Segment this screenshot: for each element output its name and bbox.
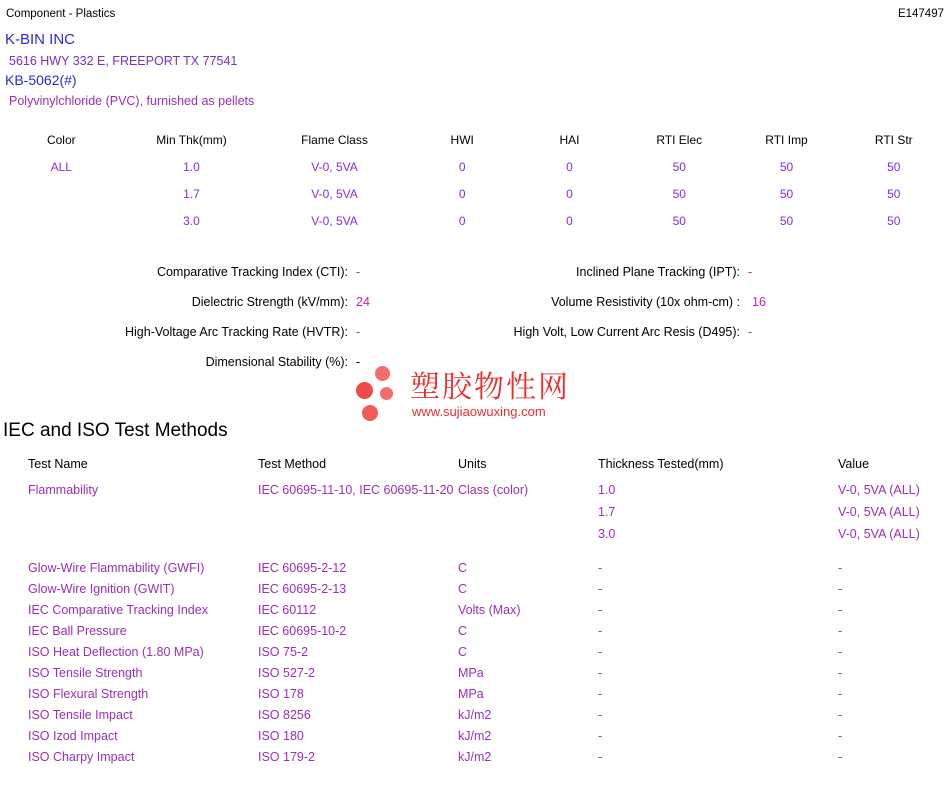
table-row [0, 582, 950, 603]
cti-label: Comparative Tracking Index (CTI): [156, 265, 348, 279]
hvtr-value: - [356, 325, 361, 339]
col-test-name: Test Name [28, 457, 88, 471]
cell-rti-str: 50 [887, 187, 901, 201]
table-row [0, 645, 950, 666]
cell-units [458, 527, 598, 561]
cell-thickness: - [598, 750, 603, 764]
cell-value: V-0, 5VA (ALL) [838, 527, 920, 541]
cell-units: Class (color) [458, 483, 529, 497]
section-title: IEC and ISO Test Methods [3, 420, 228, 441]
cell-rti-imp: 50 [779, 187, 794, 201]
property-row [0, 265, 950, 295]
cell-test-name: ISO Tensile Impact [28, 708, 133, 722]
cell-thickness: - [598, 708, 603, 722]
table-row [0, 708, 950, 729]
col-min-thk: Min Thk(mm) [156, 133, 227, 147]
cell-thickness: - [598, 687, 603, 701]
cell-flame-class: V-0, 5VA [311, 160, 358, 174]
cell-value: - [838, 750, 843, 764]
cell-color [0, 187, 123, 214]
company-name: K-BIN INC [5, 31, 76, 48]
dimensional-stability-label: Dimensional Stability (%): [205, 355, 348, 369]
cell-value: - [838, 666, 843, 680]
cell-min-thk: 3.0 [183, 214, 200, 228]
cell-thickness: - [598, 666, 603, 680]
material-code: KB-5062(#) [5, 72, 77, 88]
col-flame-class: Flame Class [301, 133, 368, 147]
cell-test-method [258, 527, 458, 561]
cell-test-method: ISO 179-2 [258, 750, 315, 764]
col-thickness: Thickness Tested(mm) [598, 457, 724, 471]
cti-value: - [356, 265, 361, 279]
cell-thickness: - [598, 603, 603, 617]
volume-resistivity-label: Volume Resistivity (10x ohm-cm) : [551, 295, 740, 309]
cell-rti-elec: 50 [672, 187, 686, 201]
cell-value: - [838, 561, 843, 575]
cell-units: kJ/m2 [458, 729, 492, 743]
cell-test-name: ISO Heat Deflection (1.80 MPa) [28, 645, 204, 659]
col-hai: HAI [559, 133, 580, 147]
cell-test-name: IEC Comparative Tracking Index [28, 603, 208, 617]
cell-hwi: 0 [458, 214, 466, 228]
cell-test-name: ISO Tensile Strength [28, 666, 143, 680]
cell-test-method [258, 505, 458, 527]
cell-test-name: Glow-Wire Ignition (GWIT) [28, 582, 175, 596]
cell-color [0, 214, 123, 241]
ipt-label: Inclined Plane Tracking (IPT): [576, 265, 740, 279]
ratings-header-row [0, 133, 950, 160]
cell-value: - [838, 729, 843, 743]
dimensional-stability-value: - [356, 355, 361, 369]
cell-value: - [838, 708, 843, 722]
d495-value: - [748, 325, 753, 339]
cell-value: - [838, 624, 843, 638]
cell-min-thk: 1.0 [183, 160, 200, 174]
cell-thickness: - [598, 624, 603, 638]
cell-units: C [458, 582, 468, 596]
cell-value: - [838, 687, 843, 701]
table-row [0, 729, 950, 750]
cell-hwi: 0 [458, 187, 466, 201]
table-row [0, 505, 950, 527]
table-row [0, 687, 950, 708]
iec-header-row [0, 457, 950, 483]
watermark-dot-icon [362, 405, 378, 421]
cell-units: C [458, 561, 468, 575]
cell-thickness: - [598, 645, 603, 659]
cell-test-method: ISO 178 [258, 687, 304, 701]
cell-value: - [838, 603, 843, 617]
col-units: Units [458, 457, 487, 471]
cell-test-method: IEC 60695-11-10, IEC 60695-11-20 [258, 483, 454, 497]
table-row [0, 160, 950, 187]
cell-test-name: ISO Flexural Strength [28, 687, 149, 701]
cell-hwi: 0 [458, 160, 466, 174]
dielectric-strength-value: 24 [356, 295, 370, 309]
col-value: Value [838, 457, 870, 471]
table-row [0, 666, 950, 687]
cell-units: kJ/m2 [458, 750, 492, 764]
col-hwi: HWI [450, 133, 474, 147]
cell-units: MPa [458, 687, 484, 701]
hvtr-label: High-Voltage Arc Tracking Rate (HVTR): [125, 325, 348, 339]
dielectric-strength-label: Dielectric Strength (kV/mm): [191, 295, 348, 309]
cell-rti-elec: 50 [672, 160, 686, 174]
property-row [0, 325, 950, 355]
col-rti-str: RTI Str [874, 133, 913, 147]
cell-thickness: - [598, 561, 603, 575]
table-row [0, 603, 950, 624]
d495-label: High Volt, Low Current Arc Resis (D495): [513, 325, 740, 339]
iec-iso-table [0, 457, 950, 771]
cell-units: C [458, 645, 468, 659]
cell-color: ALL [50, 160, 72, 174]
cell-test-method: IEC 60695-2-13 [258, 582, 347, 596]
cell-rti-str: 50 [887, 214, 901, 228]
cell-test-name [0, 527, 258, 561]
table-row [0, 187, 950, 214]
cell-test-name [0, 505, 258, 527]
cell-hai: 0 [566, 214, 573, 228]
cell-test-name: Glow-Wire Flammability (GWFI) [28, 561, 205, 575]
cell-thickness: 1.7 [598, 505, 616, 519]
cell-value: - [838, 582, 843, 596]
cell-units: kJ/m2 [458, 708, 492, 722]
cell-hai: 0 [566, 160, 573, 174]
header-file-number: E147497 [897, 8, 944, 20]
table-row [0, 561, 950, 582]
cell-rti-str: 50 [887, 160, 901, 174]
table-row [0, 624, 950, 645]
cell-test-name: IEC Ball Pressure [28, 624, 127, 638]
cell-thickness: - [598, 582, 603, 596]
table-row [0, 750, 950, 771]
cell-test-method: IEC 60695-10-2 [258, 624, 347, 638]
volume-resistivity-value: 16 [752, 295, 766, 309]
col-test-method: Test Method [258, 457, 327, 471]
properties-block [0, 265, 950, 385]
cell-test-name: ISO Izod Impact [28, 729, 118, 743]
cell-rti-elec: 50 [672, 214, 686, 228]
cell-test-name: ISO Charpy Impact [28, 750, 135, 764]
company-address: 5616 HWY 332 E, FREEPORT TX 77541 [9, 54, 238, 68]
property-row [0, 355, 950, 385]
cell-min-thk: 1.7 [183, 187, 200, 201]
cell-test-method: ISO 527-2 [258, 666, 315, 680]
cell-thickness: 3.0 [598, 527, 616, 541]
cell-test-method: IEC 60112 [258, 603, 317, 617]
cell-rti-imp: 50 [779, 214, 794, 228]
cell-test-method: IEC 60695-2-12 [258, 561, 347, 575]
watermark-title: 塑胶物性网 [410, 370, 570, 405]
ratings-table [0, 133, 950, 241]
cell-flame-class: V-0, 5VA [311, 214, 358, 228]
col-color: Color [46, 133, 76, 147]
cell-thickness: - [598, 729, 603, 743]
watermark-url: www.sujiaowuxing.com [412, 404, 546, 419]
header-category: Component - Plastics [6, 8, 116, 20]
cell-units: Volts (Max) [458, 603, 521, 617]
cell-units [458, 505, 598, 527]
cell-units: MPa [458, 666, 484, 680]
cell-test-method: ISO 180 [258, 729, 304, 743]
property-row [0, 295, 950, 325]
cell-test-method: ISO 75-2 [258, 645, 309, 659]
cell-value: V-0, 5VA (ALL) [838, 483, 920, 497]
table-row [0, 214, 950, 241]
cell-value: - [838, 645, 843, 659]
cell-flame-class: V-0, 5VA [311, 187, 358, 201]
watermark-dot-icon [380, 387, 393, 400]
cell-value: V-0, 5VA (ALL) [838, 505, 920, 519]
table-row [0, 527, 950, 561]
cell-hai: 0 [566, 187, 573, 201]
cell-rti-imp: 50 [779, 160, 794, 174]
table-row [0, 483, 950, 505]
ipt-value: - [748, 265, 753, 279]
cell-units: C [458, 624, 468, 638]
cell-test-method: ISO 8256 [258, 708, 311, 722]
page-header [0, 8, 950, 26]
col-rti-imp: RTI Imp [765, 133, 808, 147]
col-rti-elec: RTI Elec [656, 133, 703, 147]
material-description: Polyvinylchloride (PVC), furnished as pellets [9, 94, 255, 108]
cell-test-name: Flammability [28, 483, 99, 497]
cell-thickness: 1.0 [598, 483, 616, 497]
